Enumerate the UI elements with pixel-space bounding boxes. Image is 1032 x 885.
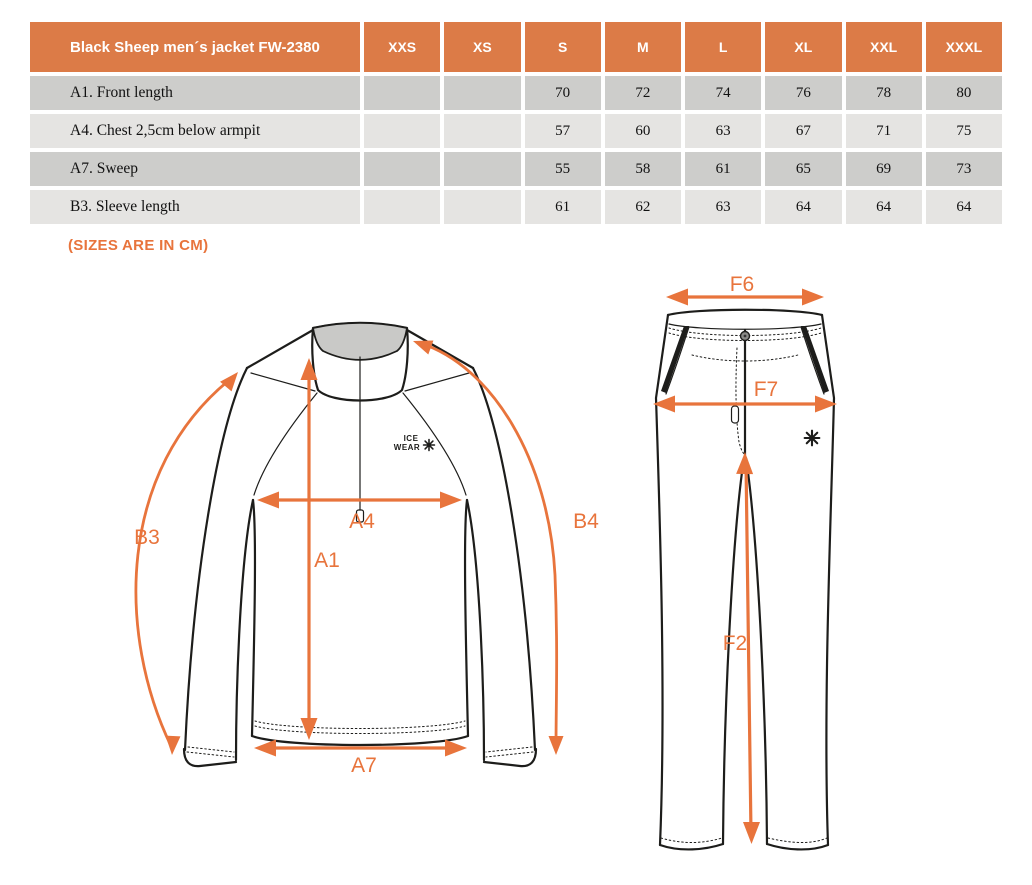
value-cell: 65 (765, 152, 841, 186)
measure-label-f2: F2 (722, 632, 748, 655)
value-cell (444, 114, 520, 148)
measure-label-f7: F7 (753, 378, 779, 401)
measure-label-b4: B4 (573, 510, 599, 533)
table-title: Black Sheep men´s jacket FW-2380 (30, 22, 360, 72)
measure-label-a7: A7 (351, 754, 377, 777)
value-cell: 62 (605, 190, 681, 224)
value-cell: 58 (605, 152, 681, 186)
value-cell: 61 (685, 152, 761, 186)
sizes-note: (SIZES ARE IN CM) (68, 237, 209, 254)
jacket-logo-text-line2: WEAR (393, 443, 421, 452)
value-cell: 67 (765, 114, 841, 148)
value-cell (364, 190, 440, 224)
value-cell (444, 190, 520, 224)
value-cell (364, 152, 440, 186)
row-label-cell: A1. Front length (30, 76, 360, 110)
value-cell: 64 (846, 190, 922, 224)
row-label-cell: B3. Sleeve length (30, 190, 360, 224)
snowflake-icon (424, 440, 435, 451)
jacket-logo-text-line1: ICE (403, 434, 419, 443)
value-cell: 70 (525, 76, 601, 110)
measure-label-a1: A1 (314, 549, 340, 572)
value-cell: 60 (605, 114, 681, 148)
table-header-size: M (605, 22, 681, 72)
table-header-size: XXS (364, 22, 440, 72)
size-table (30, 22, 1002, 224)
table-header-size: XL (765, 22, 841, 72)
value-cell: 75 (926, 114, 1002, 148)
value-cell: 74 (685, 76, 761, 110)
measure-label-b3: B3 (134, 526, 160, 549)
jacket-sketch (184, 323, 536, 766)
table-header-size: XXL (846, 22, 922, 72)
value-cell (364, 114, 440, 148)
value-cell: 80 (926, 76, 1002, 110)
value-cell: 78 (846, 76, 922, 110)
value-cell: 71 (846, 114, 922, 148)
value-cell: 69 (846, 152, 922, 186)
value-cell: 64 (765, 190, 841, 224)
value-cell: 63 (685, 190, 761, 224)
value-cell (364, 76, 440, 110)
measure-label-a4: A4 (349, 510, 375, 533)
value-cell (444, 152, 520, 186)
value-cell: 61 (525, 190, 601, 224)
table-header-size: S (525, 22, 601, 72)
value-cell: 76 (765, 76, 841, 110)
fly-zipper-icon (732, 406, 739, 423)
value-cell: 63 (685, 114, 761, 148)
measure-label-f6: F6 (729, 273, 755, 296)
value-cell: 57 (525, 114, 601, 148)
value-cell: 55 (525, 152, 601, 186)
value-cell: 73 (926, 152, 1002, 186)
pants-sketch (656, 310, 834, 850)
row-label-cell: A7. Sweep (30, 152, 360, 186)
snowflake-icon (805, 431, 820, 446)
value-cell: 64 (926, 190, 1002, 224)
value-cell (444, 76, 520, 110)
table-header-size: XXXL (926, 22, 1002, 72)
row-label-cell: A4. Chest 2,5cm below armpit (30, 114, 360, 148)
table-header-size: L (685, 22, 761, 72)
value-cell: 72 (605, 76, 681, 110)
table-header-size: XS (444, 22, 520, 72)
